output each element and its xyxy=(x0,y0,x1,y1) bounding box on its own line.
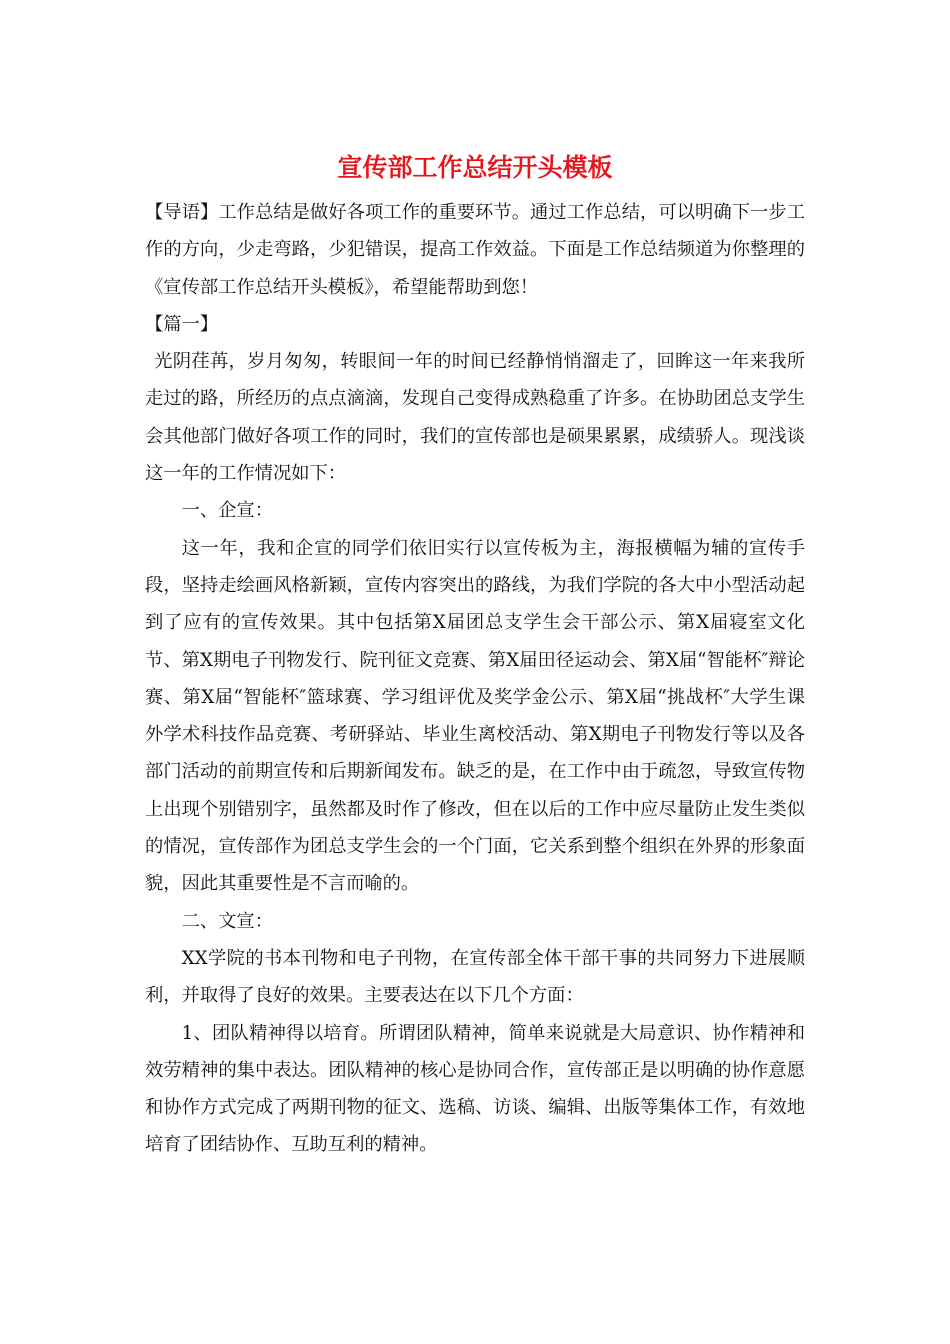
body-paragraph: 1、团队精神得以培育。所谓团队精神，简单来说就是大局意识、协作精神和效劳精神的集中表达。团队精神的核心是协同合作，宣传部正是以明确的协作意愿和协作方式完成了两期刊物的征文、选稿、访谈、编辑、出版等集体工作，有效地培育了团结协作、互助互利的精神。 xyxy=(145,1022,805,1156)
intro-paragraph: 【导语】工作总结是做好各项工作的重要环节。通过工作总结，可以明确下一步工作的方向，少走弯路，少犯错误，提高工作效益。下面是工作总结频道为你整理的《宣传部工作总结开头模板》，希望能帮助到您！ xyxy=(145,202,805,298)
body-paragraph: XX学院的书本刊物和电子刊物，在宣传部全体干部干事的共同努力下进展顺利，并取得了良好的效果。主要表达在以下几个方面： xyxy=(145,947,805,1007)
section-heading-part-one: 【篇一】 xyxy=(145,313,219,335)
subsection-heading: 二、文宣： xyxy=(181,910,273,932)
document-body xyxy=(145,194,805,1164)
body-paragraph: 这一年，我和企宣的同学们依旧实行以宣传板为主，海报横幅为辅的宣传手段，坚持走绘画风格新颖，宣传内容突出的路线，为我们学院的各大中小型活动起到了应有的宣传效果。其中包括第X届团总支学生会干部公示、第X届寝室文化节、第X期电子刊物发行、院刊征文竞赛、第X届田径运动会、第X届“智能杯″辩论赛、第X届“智能杯″篮球赛、学习组评优及奖学金公示、第X届“挑战杯″大学生课外学术科技作品竞赛、考研驿站、毕业生离校活动、第X期电子刊物发行等以及各部门活动的前期宣传和后期新闻发布。缺乏的是，在工作中由于疏忽，导致宣传物上出现个别错别字，虽然都及时作了修改，但在以后的工作中应尽量防止发生类似的情况，宣传部作为团总支学生会的一个门面，它关系到整个组织在外界的形象面貌，因此其重要性是不言而喻的。 xyxy=(145,537,805,895)
subsection-heading: 一、企宣： xyxy=(181,500,273,522)
body-paragraph: 光阴荏苒，岁月匆匆，转眼间一年的时间已经静悄悄溜走了，回眸这一年来我所走过的路，所经历的点点滴滴，发现自己变得成熟稳重了许多。在协助团总支学生会其他部门做好各项工作的同时，我们的宣传部也是硕果累累，成绩骄人。现浅谈这一年的工作情况如下： xyxy=(145,351,805,485)
document-title: 宣传部工作总结开头模板 xyxy=(337,153,613,182)
